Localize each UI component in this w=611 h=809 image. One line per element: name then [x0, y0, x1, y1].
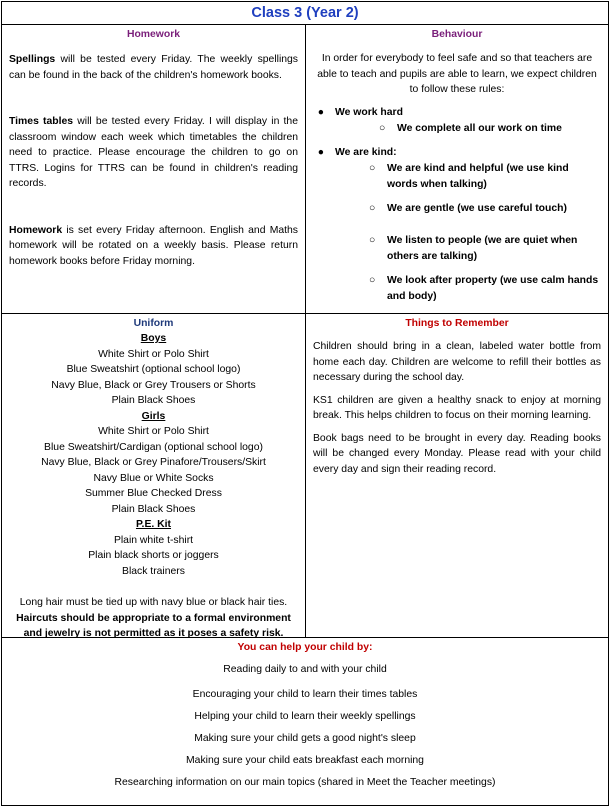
bullet-icon: ●	[317, 146, 324, 158]
rule-kind-label: We are kind:	[335, 146, 397, 158]
help-item: Researching information on our main topics (shared in Meet the Teacher meetings)	[114, 777, 496, 788]
pe-item: Black trainers	[122, 565, 185, 577]
help-item: Encouraging your child to learn their times tables	[192, 689, 418, 700]
rule-kind	[313, 145, 601, 161]
remember-heading: Things to Remember	[405, 318, 509, 329]
circle-bullet-icon: ○	[379, 122, 386, 134]
behaviour-heading: Behaviour	[431, 29, 483, 40]
kind-sub-1-label: We are kind and helpful (we use kind words when talking)	[387, 162, 569, 190]
help-heading: You can help your child by:	[237, 642, 373, 653]
homework-paragraph	[9, 223, 298, 270]
circle-bullet-icon: ○	[369, 234, 376, 246]
bullet-icon: ●	[317, 106, 324, 118]
circle-bullet-icon: ○	[369, 162, 376, 174]
row-homework-behaviour	[2, 25, 608, 314]
remember-cell	[305, 314, 608, 637]
times-tables-label: Times tables	[9, 116, 74, 127]
newsletter-table	[1, 1, 609, 806]
haircuts-note: Haircuts should be appropriate to a formal environment and jewelry is not permitted as it poses a safety risk.	[16, 612, 291, 639]
kind-sub-4	[313, 273, 601, 305]
spellings-paragraph	[9, 52, 298, 83]
snack-paragraph: KS1 children are given a healthy snack to enjoy at morning break. This helps children to focus on their morning learning.	[313, 394, 601, 421]
pe-item: Plain black shorts or joggers	[88, 550, 219, 561]
help-cell	[2, 638, 608, 805]
hair-note: Long hair must be tied up with navy blue or black hair ties.	[19, 597, 288, 608]
rule-work-hard	[313, 105, 601, 121]
times-tables-text: will be tested every Friday. I will display in the classroom window each week which timetables the children need to practice. Please encourage the children to go on TTRS. Logins for TTRS can be found in children's reading records.	[9, 116, 298, 189]
boys-heading: Boys	[140, 333, 167, 344]
help-item: Making sure your child eats breakfast each morning	[186, 755, 424, 766]
title-row	[2, 2, 608, 25]
circle-bullet-icon: ○	[369, 274, 376, 286]
help-item: Helping your child to learn their weekly spellings	[194, 711, 416, 722]
behaviour-intro: In order for everybody to feel safe and so that teachers are able to teach and pupils are able to learn, we expect children to follow these rules:	[317, 53, 597, 95]
boys-item: White Shirt or Polo Shirt	[98, 348, 209, 360]
page-title: Class 3 (Year 2)	[251, 5, 359, 21]
boys-item: Plain Black Shoes	[111, 395, 196, 406]
circle-bullet-icon: ○	[369, 202, 376, 214]
pe-kit-heading: P.E. Kit	[135, 519, 172, 530]
spellings-label: Spellings	[9, 54, 56, 65]
homework-label: Homework	[9, 224, 63, 236]
rule-work-hard-label: We work hard	[335, 106, 403, 118]
pe-item: Plain white t-shirt	[113, 534, 194, 546]
kind-sub-1	[313, 161, 601, 193]
book-bags-paragraph: Book bags need to be brought in every day. Reading books will be changed every Monday. Please read with your child every day and sign their reading record.	[313, 432, 601, 475]
spellings-text: will be tested every Friday. The weekly spellings can be found in the back of the children's homework books.	[9, 54, 298, 81]
rule-work-hard-sub	[313, 121, 601, 137]
kind-sub-3	[313, 233, 601, 265]
girls-item: Navy Blue, Black or Grey Pinafore/Trousers/Skirt	[41, 457, 266, 468]
rule-work-hard-sub-label: We complete all our work on time	[397, 122, 562, 134]
homework-heading: Homework	[126, 29, 181, 40]
help-item: Making sure your child gets a good night's sleep	[194, 733, 416, 744]
kind-sub-3-label: We listen to people (we are quiet when others are talking)	[387, 234, 578, 262]
girls-item: Summer Blue Checked Dress	[85, 488, 222, 499]
uniform-cell	[2, 314, 305, 637]
girls-item: Navy Blue or White Socks	[93, 472, 214, 484]
behaviour-cell	[305, 25, 608, 313]
girls-item: Plain Black Shoes	[111, 503, 196, 515]
homework-text: is set every Friday afternoon. English and Maths homework will be rotated on a weekly basis. Please return homework books before Friday morning.	[9, 224, 298, 267]
kind-sub-2-label: We are gentle (we use careful touch)	[387, 202, 567, 214]
times-tables-paragraph	[9, 114, 298, 192]
kind-sub-4-label: We look after property (we use calm hands and body)	[387, 274, 599, 302]
girls-heading: Girls	[141, 410, 166, 422]
boys-item: Blue Sweatshirt (optional school logo)	[66, 364, 241, 375]
uniform-heading: Uniform	[133, 318, 174, 329]
row-uniform-remember	[2, 314, 608, 638]
water-bottle-paragraph: Children should bring in a clean, labeled water bottle from home each day. Children are welcome to refill their bottles as necessary during the school day.	[313, 341, 601, 383]
kind-sub-2	[313, 201, 601, 217]
girls-item: White Shirt or Polo Shirt	[98, 426, 209, 437]
girls-item: Blue Sweatshirt/Cardigan (optional school logo)	[44, 441, 263, 453]
homework-cell	[2, 25, 305, 313]
help-item: Reading daily to and with your child	[223, 664, 387, 675]
boys-item: Navy Blue, Black or Grey Trousers or Shorts	[51, 379, 256, 391]
